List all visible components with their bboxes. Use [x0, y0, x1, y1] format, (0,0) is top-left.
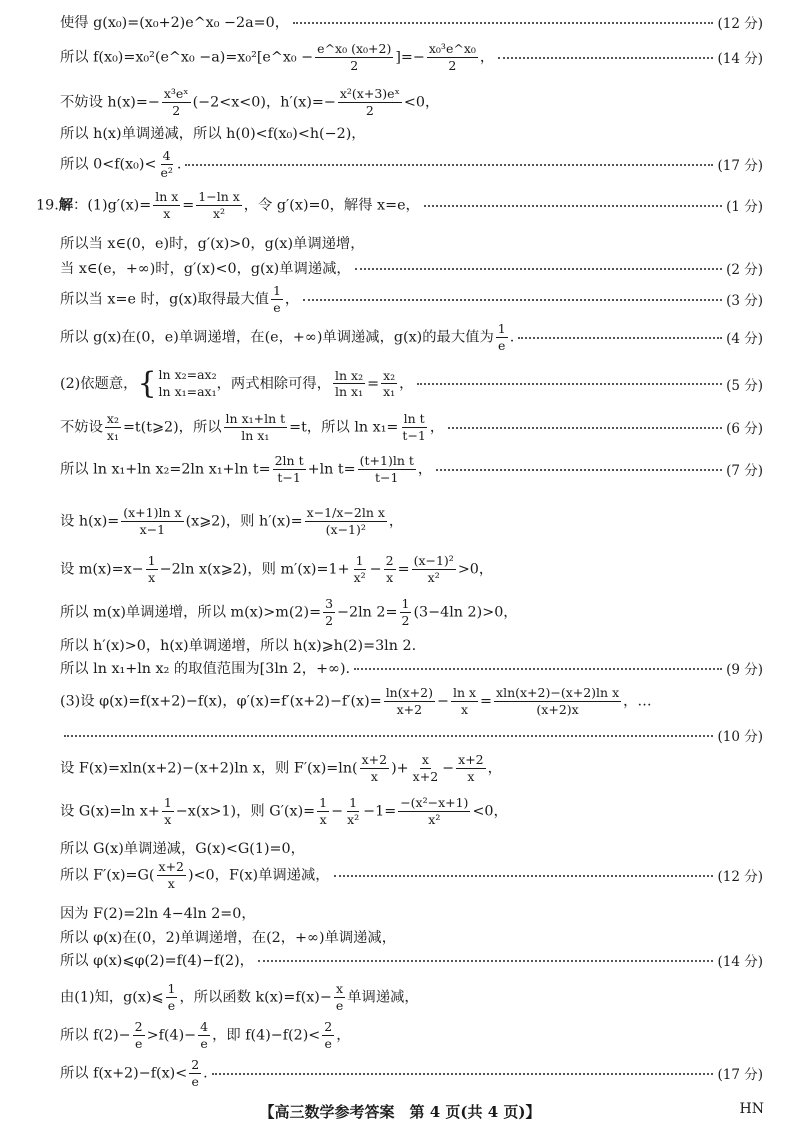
fraction-numerator: 2: [191, 1057, 200, 1072]
fraction-denominator: 2: [325, 612, 334, 628]
text-run: ，: [399, 375, 414, 392]
text-run: (3)设 φ(x)=f(x+2)−f(x)，φ′(x)=f′(x+2)−f′(x)=: [60, 693, 382, 710]
line-content: [60, 950, 254, 970]
line-l09: [60, 284, 763, 315]
text-run: 设 G(x)=ln x+: [60, 803, 160, 820]
line-l25: [60, 903, 763, 923]
score-label: (1 分): [726, 199, 763, 216]
line-l13: [60, 454, 763, 485]
fraction-numerator: 2ln t: [274, 453, 304, 468]
line-l01: [60, 12, 763, 32]
line-content: [60, 753, 502, 784]
fraction-denominator: t−1: [277, 469, 301, 485]
text-run: 使得 g(x₀)=(x₀+2)e^x₀ −2a=0，: [60, 15, 289, 31]
solution-label: 解: [58, 197, 74, 214]
text-run: 所以 g(x)在(0，e)单调递增，在(e，+∞)单调递减，g(x)的最大值为: [60, 329, 494, 346]
text-run: (−2<x<0)，h′(x)=−: [192, 94, 336, 111]
fraction-numerator: 1: [355, 553, 364, 568]
fraction: [189, 1058, 201, 1089]
text-run: 所以 f(2)−: [60, 1027, 131, 1044]
line-l24: [60, 860, 763, 891]
fraction-numerator: 3: [325, 596, 334, 611]
line-l19: [60, 686, 763, 717]
fraction: [317, 796, 329, 827]
fraction-numerator: x+2: [458, 752, 484, 767]
dot-leader: [355, 267, 722, 270]
text-run: <0，: [403, 94, 440, 111]
text-run: 所以当 x=e 时，g(x)取得最大值: [60, 291, 269, 308]
score-label: (4 分): [726, 331, 763, 348]
text-run: −: [369, 561, 382, 578]
score-label: (14 分): [717, 51, 763, 68]
fraction: [157, 860, 186, 891]
fraction-numerator: x₂: [383, 367, 396, 383]
fraction: [162, 796, 174, 827]
text-run: 所以 ln x₁+ln x₂ 的取值范围为[3ln 2，+∞).: [60, 661, 351, 677]
score-label: (9 分): [726, 662, 763, 678]
line-l02: [60, 42, 763, 73]
line-l28: [60, 982, 763, 1013]
line-content: [60, 927, 396, 947]
text-run: =t(t⩾2)，所以: [122, 419, 222, 436]
text-run: ]=−: [395, 49, 425, 66]
fraction: [322, 1020, 334, 1051]
line-l30: [60, 1058, 763, 1089]
line-l27: [60, 950, 763, 970]
fraction-numerator: (x+1)ln x: [123, 505, 182, 520]
fraction-numerator: ln(x+2): [385, 685, 433, 700]
score-label: (12 分): [717, 16, 763, 32]
fraction-denominator: x−1: [139, 521, 166, 537]
text-run: =: [367, 375, 380, 392]
line-l05: [60, 149, 763, 180]
fraction-numerator: x+2: [158, 859, 184, 874]
dot-leader: [334, 874, 714, 877]
system-line: ln x₂=ax₂: [158, 367, 217, 382]
fraction: [360, 753, 389, 784]
line-l14: [60, 506, 763, 537]
fraction-denominator: 2: [350, 57, 359, 73]
line-l03: [60, 87, 763, 118]
text-run: .: [509, 329, 515, 346]
fraction-numerator: 1: [167, 981, 176, 996]
fraction-denominator: e: [191, 1073, 199, 1089]
fraction-numerator: x³eˣ: [163, 86, 189, 101]
fraction: [496, 322, 508, 353]
text-run: +ln t=: [307, 461, 356, 478]
fraction: [381, 369, 397, 400]
dot-leader: [424, 204, 722, 207]
text-run: 所以 F′(x)=G(: [60, 867, 155, 884]
equation-system: [137, 367, 216, 401]
text-run: (3−4ln 2)>0，: [413, 604, 518, 621]
text-run: ，: [487, 760, 502, 777]
fraction-denominator: e: [200, 1035, 208, 1051]
fraction-numerator: x₂: [106, 411, 119, 426]
line-l20: [60, 725, 763, 745]
text-run: −: [436, 693, 449, 710]
fraction-denominator: x+2: [396, 701, 423, 717]
line-content: [60, 982, 419, 1013]
score-label: (3 分): [726, 293, 763, 310]
text-run: ，令 g′(x)=0，解得 x=e，: [243, 197, 420, 214]
score-label: (7 分): [726, 463, 763, 480]
fraction-numerator: 1: [272, 283, 281, 298]
line-content: [60, 233, 365, 253]
fraction: [451, 686, 478, 717]
text-run: 所以当 x∈(0，e)时，g′(x)>0，g(x)单调递增，: [60, 236, 365, 252]
fraction-denominator: e: [273, 299, 281, 315]
fraction-numerator: 1: [349, 795, 358, 810]
line-l10: [60, 322, 763, 353]
fraction-denominator: 2: [401, 612, 410, 628]
fraction: [334, 982, 345, 1013]
line-content: [60, 554, 493, 585]
score-label: (17 分): [717, 1067, 763, 1084]
score-label: (12 分): [717, 869, 763, 886]
fraction-numerator: x−1/x−2ln x: [306, 505, 385, 520]
line-l07: [60, 233, 763, 253]
fraction-numerator: 1: [497, 321, 506, 336]
fraction-denominator: ln x₁: [241, 427, 270, 443]
fraction-denominator: x: [163, 205, 171, 221]
line-l15: [60, 554, 763, 585]
fraction: [305, 506, 387, 537]
fraction-numerator: ln x: [452, 685, 477, 700]
text-run: 19.: [36, 197, 59, 214]
text-run: 不妨设 h(x)=−: [60, 94, 160, 111]
fraction-denominator: x: [386, 569, 394, 585]
text-run: 单调递减，: [347, 989, 419, 1006]
fraction: [384, 686, 435, 717]
fraction-denominator: x: [167, 875, 175, 891]
text-run: 所以 G(x)单调递减，G(x)<G(1)=0，: [60, 841, 305, 857]
line-l29: [60, 1020, 763, 1051]
line-l23: [60, 838, 763, 858]
text-run: 不妨设: [60, 419, 103, 436]
fraction: [427, 42, 478, 73]
line-l18: [60, 658, 763, 678]
line-content: [60, 860, 330, 891]
line-l11: [60, 367, 763, 401]
line-content: [60, 284, 299, 315]
line-l17: [60, 635, 763, 655]
text-run: ，: [429, 419, 445, 436]
line-content: [60, 123, 366, 143]
fraction: [323, 597, 335, 628]
fraction-numerator: −(x²−x+1): [400, 795, 469, 810]
fraction-numerator: 1: [147, 553, 156, 568]
text-run: ，: [284, 291, 300, 308]
fraction-denominator: x²: [353, 569, 366, 585]
text-run: .: [203, 1065, 208, 1082]
line-content: [60, 454, 432, 485]
score-label: (5 分): [726, 377, 763, 394]
fraction-numerator: ln t: [403, 411, 425, 426]
fraction: [166, 982, 178, 1013]
dot-leader: [448, 426, 722, 429]
fraction: [133, 1020, 145, 1051]
text-run: 所以 m(x)单调递增，所以 m(x)>m(2)=: [60, 604, 322, 621]
line-content: [60, 87, 439, 118]
fraction-denominator: t−1: [375, 469, 399, 485]
fraction-numerator: ln x₁+ln t: [225, 411, 286, 426]
fraction: [315, 42, 393, 73]
fraction: [196, 190, 242, 221]
fraction-denominator: 2: [448, 57, 457, 73]
dot-leader: [417, 382, 722, 385]
fraction-numerator: 2: [385, 553, 394, 568]
fraction-numerator: x: [421, 752, 429, 767]
line-content: [60, 635, 416, 655]
fraction-denominator: x+2: [412, 768, 439, 784]
page-footer: 【高三数学参考答案 第 4 页(共 4 页)】: [259, 1103, 541, 1121]
fraction-numerator: x₀³e^x₀: [428, 41, 476, 56]
line-content: [60, 838, 305, 858]
fraction-denominator: x₁: [383, 384, 396, 400]
fraction: [494, 686, 621, 717]
line-content: [60, 1058, 208, 1089]
fraction-denominator: x²: [427, 569, 440, 585]
fraction: [400, 597, 412, 628]
fraction-denominator: e: [335, 997, 344, 1013]
fraction-numerator: xln(x+2)−(x+2)ln x: [496, 685, 620, 700]
fraction-numerator: 4: [162, 148, 171, 163]
text-run: .: [176, 156, 182, 173]
fraction-numerator: 1−ln x: [198, 189, 240, 204]
score-label: (14 分): [717, 954, 763, 970]
fraction: [398, 796, 470, 827]
fraction: [153, 190, 180, 221]
fraction-denominator: x: [148, 569, 156, 585]
line-content: [60, 686, 652, 717]
fraction-numerator: 1: [163, 795, 172, 810]
text-run: ，: [336, 1027, 351, 1044]
dot-leader: [436, 468, 722, 471]
text-run: −2ln x(x⩾2)，则 m′(x)=1+: [159, 561, 350, 578]
text-run: >f(4)−: [146, 1027, 197, 1044]
fraction-denominator: x²: [428, 811, 441, 827]
fraction: [146, 554, 158, 585]
dot-leader: [64, 734, 713, 737]
text-run: =t，所以 ln x₁=: [289, 419, 399, 436]
text-run: ，两式相除可得，: [216, 375, 331, 392]
text-run: ，所以函数 k(x)=f(x)−: [179, 989, 332, 1006]
fraction-denominator: t−1: [402, 427, 426, 443]
fraction-denominator: x: [164, 811, 172, 827]
text-run: 所以 φ(x)在(0，2)单调递增，在(2，+∞)单调递减，: [60, 930, 397, 946]
fraction-numerator: 4: [200, 1019, 209, 1034]
fraction-denominator: x²: [347, 811, 360, 827]
fraction-numerator: x²(x+3)eˣ: [339, 86, 400, 101]
fraction: [352, 554, 368, 585]
fraction-numerator: 2: [134, 1019, 143, 1034]
line-content: [60, 1020, 351, 1051]
line-content: [36, 190, 420, 221]
text-run: (x⩾2)，则 h′(x)=: [185, 513, 303, 530]
line-l04: [60, 123, 763, 143]
text-run: ：(1)g′(x)=: [73, 197, 152, 214]
text-run: 由(1)知，g(x)⩽: [60, 989, 164, 1006]
line-content: [60, 12, 289, 32]
region-code: HN: [739, 1101, 764, 1117]
line-l22: [60, 796, 763, 827]
fraction-denominator: e: [167, 997, 176, 1013]
fraction: [224, 412, 288, 443]
fraction: [456, 753, 485, 784]
fraction: [105, 412, 121, 443]
dot-leader: [293, 21, 713, 24]
fraction-numerator: ln x₂: [335, 367, 364, 383]
score-label: (10 分): [717, 729, 763, 745]
fraction: [358, 454, 416, 485]
fraction-denominator: e: [134, 1035, 143, 1051]
line-content: [60, 149, 181, 180]
dot-leader: [498, 56, 713, 59]
text-run: (2)依题意，: [60, 375, 138, 392]
fraction-numerator: (x−1)²: [413, 553, 454, 568]
dot-leader: [354, 667, 722, 670]
line-l21: [60, 753, 763, 784]
text-run: )<0，F(x)单调递减，: [188, 867, 330, 884]
text-run: 设 m(x)=x−: [60, 561, 144, 578]
dot-leader: [303, 298, 722, 301]
text-run: 设 h(x)=: [60, 513, 120, 530]
fraction-numerator: 2: [324, 1019, 333, 1034]
fraction: [345, 796, 361, 827]
line-content: [60, 796, 508, 827]
text-run: ，…: [623, 693, 652, 710]
line-content: [60, 658, 350, 678]
fraction-numerator: x+2: [361, 752, 388, 767]
line-content: [60, 322, 514, 353]
text-run: 所以 ln x₁+ln x₂=2ln x₁+ln t=: [60, 461, 271, 478]
score-label: (2 分): [726, 262, 763, 278]
fraction: [271, 284, 283, 315]
text-run: −: [442, 760, 455, 777]
line-content: [60, 412, 444, 443]
fraction-numerator: x: [336, 981, 344, 996]
line-content: [60, 506, 403, 537]
fraction-numerator: e^x₀ (x₀+2): [317, 41, 392, 56]
text-run: −x(x>1)，则 G′(x)=: [175, 803, 316, 820]
fraction-denominator: x: [370, 768, 378, 784]
score-label: (17 分): [717, 158, 763, 175]
fraction-denominator: x: [460, 701, 469, 717]
text-run: =: [480, 693, 493, 710]
text-run: ，: [479, 49, 495, 66]
fraction-denominator: e: [498, 337, 506, 353]
line-l12: [60, 412, 763, 443]
fraction-denominator: (x+2)x: [536, 701, 579, 717]
line-content: [60, 367, 413, 401]
fraction: [412, 554, 456, 585]
text-run: >0，: [457, 561, 494, 578]
text-run: 所以 h′(x)>0，h(x)单调递增，所以 h(x)⩾h(2)=3ln 2.: [60, 638, 417, 654]
fraction-denominator: e: [324, 1035, 332, 1051]
text-run: −1=: [363, 803, 397, 820]
line-l06: [36, 190, 763, 221]
text-run: 所以 f(x+2)−f(x)<: [60, 1065, 188, 1082]
brace-symbol: {: [137, 365, 157, 401]
fraction-denominator: 2: [365, 102, 374, 118]
fraction-denominator: 2: [172, 102, 181, 118]
fraction: [273, 454, 306, 485]
fraction-numerator: 1: [401, 596, 410, 611]
score-label: (6 分): [726, 421, 763, 438]
fraction-numerator: 1: [319, 795, 328, 810]
fraction-denominator: e²: [160, 164, 173, 180]
fraction: [198, 1020, 210, 1051]
line-l16: [60, 597, 763, 628]
fraction-numerator: (t+1)ln t: [359, 453, 414, 468]
fraction: [384, 554, 396, 585]
fraction-denominator: x: [319, 811, 327, 827]
text-run: =: [182, 197, 195, 214]
system-lines: [159, 367, 217, 401]
text-run: −2ln 2=: [337, 604, 398, 621]
fraction-denominator: x: [467, 768, 475, 784]
line-l26: [60, 927, 763, 947]
text-run: 因为 F(2)=2ln 4−4ln 2=0，: [60, 906, 256, 922]
text-run: ，: [417, 461, 433, 478]
fraction-denominator: ln x₁: [335, 384, 364, 400]
line-content: [60, 42, 494, 73]
fraction-numerator: ln x: [155, 189, 179, 204]
dot-leader: [258, 959, 714, 962]
fraction: [411, 753, 440, 784]
dot-leader: [212, 1072, 714, 1075]
fraction: [333, 369, 365, 400]
line-content: [60, 597, 518, 628]
text-run: ，即 f(4)−f(2)<: [212, 1027, 321, 1044]
fraction: [162, 87, 191, 118]
text-run: )+: [391, 760, 409, 777]
fraction-denominator: (x−1)²: [325, 521, 366, 537]
text-run: 所以 0<f(x₀)<: [60, 156, 157, 173]
fraction: [158, 149, 174, 180]
text-run: 所以 h(x)单调递减，所以 h(0)<f(x₀)<h(−2)，: [60, 126, 366, 142]
text-run: =: [397, 561, 410, 578]
line-content: [60, 903, 256, 923]
fraction-denominator: x₁: [106, 427, 119, 443]
text-run: 所以 f(x₀)=x₀²(e^x₀ −a)=x₀²[e^x₀ −: [60, 49, 314, 66]
text-run: 所以 φ(x)⩽φ(2)=f(4)−f(2)，: [60, 953, 254, 969]
system-line: ln x₁=ax₁: [158, 383, 217, 399]
text-run: 设 F(x)=xln(x+2)−(x+2)ln x，则 F′(x)=ln(: [60, 760, 358, 777]
fraction-denominator: x²: [212, 205, 226, 221]
dot-leader: [185, 163, 713, 166]
text-run: −: [331, 803, 344, 820]
fraction: [121, 506, 183, 537]
text-run: ，: [388, 513, 404, 530]
text-run: <0，: [472, 803, 508, 820]
fraction: [338, 87, 402, 118]
text-run: 当 x∈(e，+∞)时，g′(x)<0，g(x)单调递减，: [60, 261, 351, 277]
line-l08: [60, 258, 763, 278]
fraction: [400, 412, 427, 443]
dot-leader: [518, 336, 722, 339]
line-content: [60, 258, 351, 278]
